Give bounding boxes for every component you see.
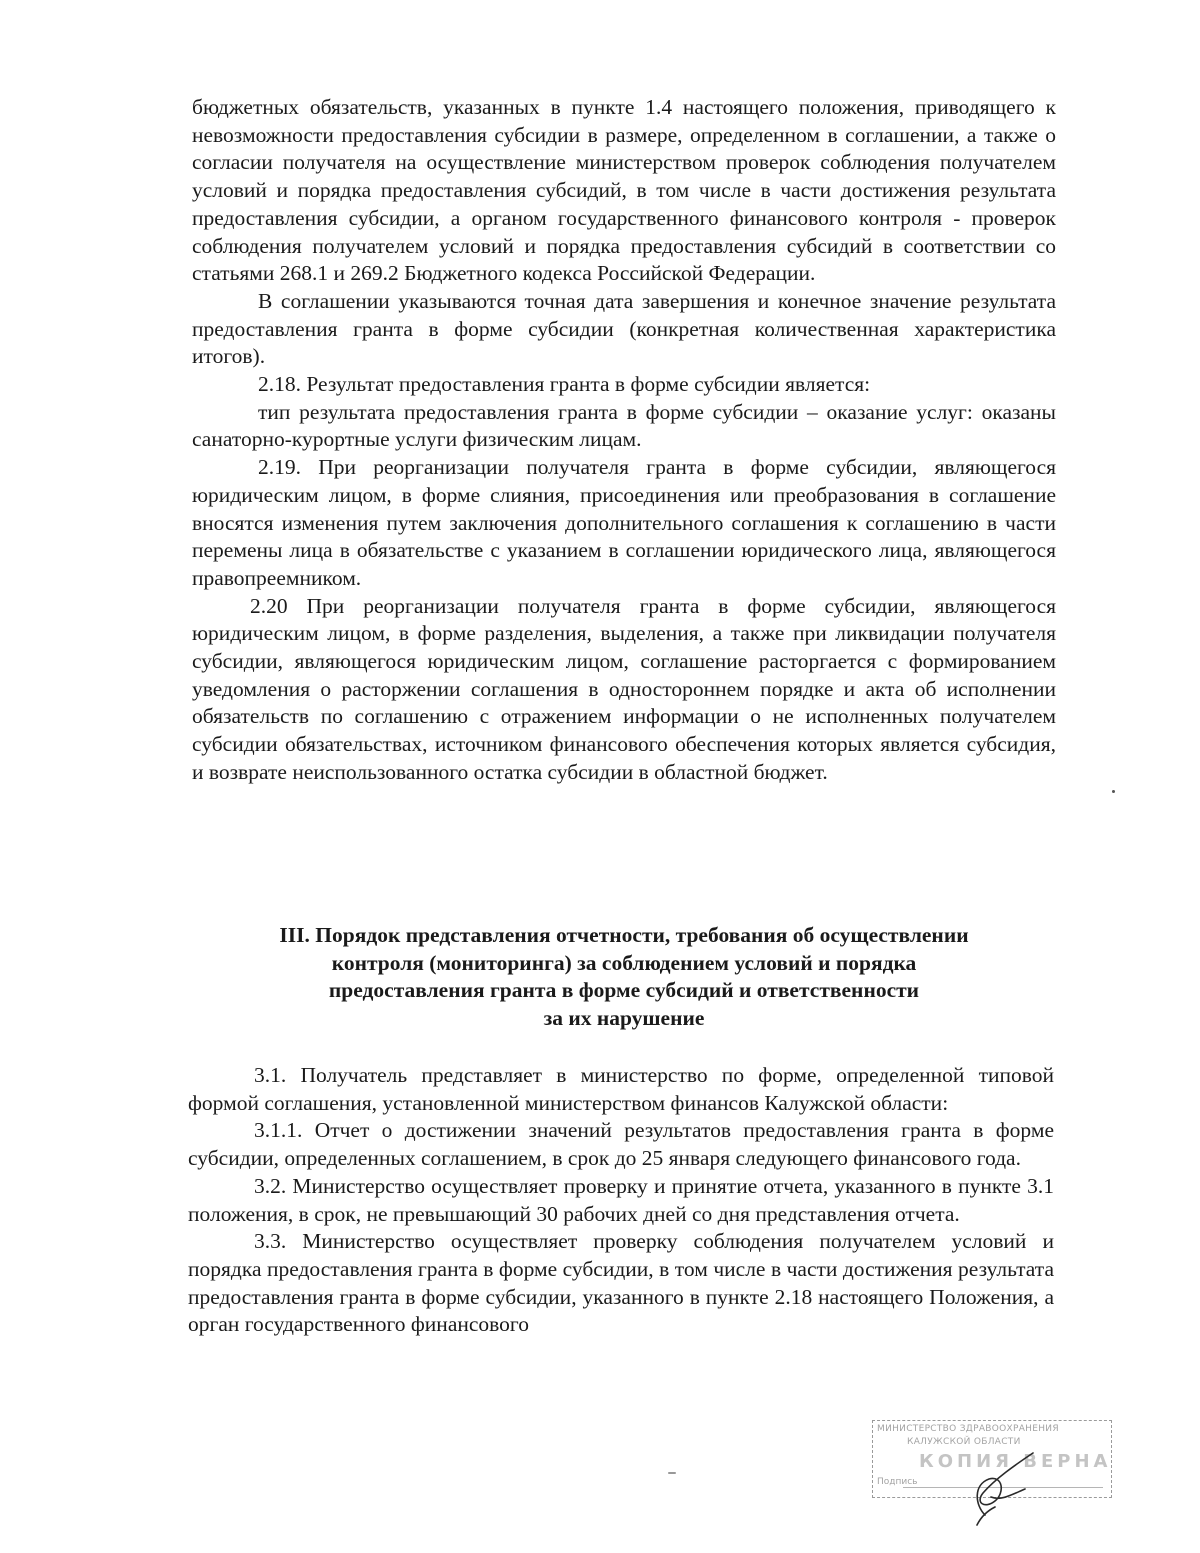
paragraph-budget-obligations: бюджетных обязательств, указанных в пункте 1.4 настоящего положения, приводящего к невозможности предоставления субсидии в размере, определенном в соглашении, а также о согласии получателя на осуществление министерством проверок соблюдения получателем условий и порядка предоставления субсидий, в том числе в части достижения результата предоставления субсидии, а органом государственного финансового контроля - проверок соблюдения получателем условий и порядка предоставления субсидий в соответствии со статьями 268.1 и 269.2 Бюджетного кодекса Российской Федерации. xyxy=(192,95,1056,286)
scan-speck xyxy=(1112,790,1115,793)
paragraph-3-1-1: 3.1.1. Отчет о достижении значений результатов предоставления гранта в форме субсидии, определенных соглашением, в срок до 25 января следующего финансового года. xyxy=(188,1118,1054,1171)
body-text-part-2 xyxy=(188,1062,1054,1339)
handwritten-signature-icon xyxy=(955,1445,1045,1535)
stamp-ministry-text: МИНИСТЕРСТВО ЗДРАВООХРАНЕНИЯ xyxy=(877,1424,1059,1434)
paragraph-2-18: 2.18. Результат предоставления гранта в форме субсидии является: xyxy=(258,372,871,397)
scan-speck xyxy=(668,1472,676,1474)
paragraph-result-type: тип результата предоставления гранта в форме субсидии – оказание услуг: оказаны санаторно-курортные услуги физическим лицам. xyxy=(192,399,1056,452)
heading-line: предоставления гранта в форме субсидий и ответственности xyxy=(328,978,920,1002)
body-text-part-1 xyxy=(192,94,1056,787)
paragraph-2-19: 2.19. При реорганизации получателя гранта в форме субсидии, являющегося юридическим лицом, в форме слияния, присоединения или преобразования в соглашение вносятся изменения путем заключения дополнительного соглашения к соглашению в части перемены лица в обязательстве с указанием в соглашении юридического лица, являющегося правопреемником. xyxy=(192,455,1056,590)
heading-line: III. Порядок представления отчетности, требования об осуществлении xyxy=(279,923,969,947)
heading-line: за их нарушение xyxy=(543,1005,705,1030)
paragraph-3-2: 3.2. Министерство осуществляет проверку и принятие отчета, указанного в пункте 3.1 положения, в срок, не превышающий 30 рабочих дней со дня представления отчета. xyxy=(188,1173,1054,1226)
stamp-signature-label: Подпись xyxy=(877,1477,918,1487)
section-3-heading xyxy=(192,922,1056,1032)
paragraph-3-3: 3.3. Министерство осуществляет проверку соблюдения получателем условий и порядка предоставления гранта в форме субсидии, в том числе в части достижения результата предоставления гранта в форме субсидии, указанного в пункте 2.18 настоящего Положения, а орган государственного финансового xyxy=(188,1229,1054,1337)
stamp-region-text: КАЛУЖСКОЙ ОБЛАСТИ xyxy=(907,1437,1021,1447)
paragraph-2-20: 2.20 При реорганизации получателя гранта в форме субсидии, являющегося юридическим лицом, в форме разделения, выделения, а также при ликвидации получателя субсидии, являющегося юридическим лицом, соглашение расторгается с формированием уведомления о расторжении соглашения в одностороннем порядке и акта об исполнении обязательств по соглашению с отражением информации о не исполненных получателем субсидии обязательствах, источником финансового обеспечения которых является субсидия, и возврате неиспользованного остатка субсидии в областной бюджет. xyxy=(192,593,1056,784)
paragraph-agreement-date: В соглашении указываются точная дата завершения и конечное значение результата предоставления гранта в форме субсидии (конкретная количественная характеристика итогов). xyxy=(192,288,1056,369)
heading-line: контроля (мониторинга) за соблюдением условий и порядка xyxy=(331,950,917,975)
paragraph-3-1: 3.1. Получатель представляет в министерство по форме, определенной типовой формой соглашения, установленной министерством финансов Калужской области: xyxy=(188,1063,1054,1115)
stamp-copy-text: КОПИЯ ВЕРНА xyxy=(919,1451,1112,1472)
